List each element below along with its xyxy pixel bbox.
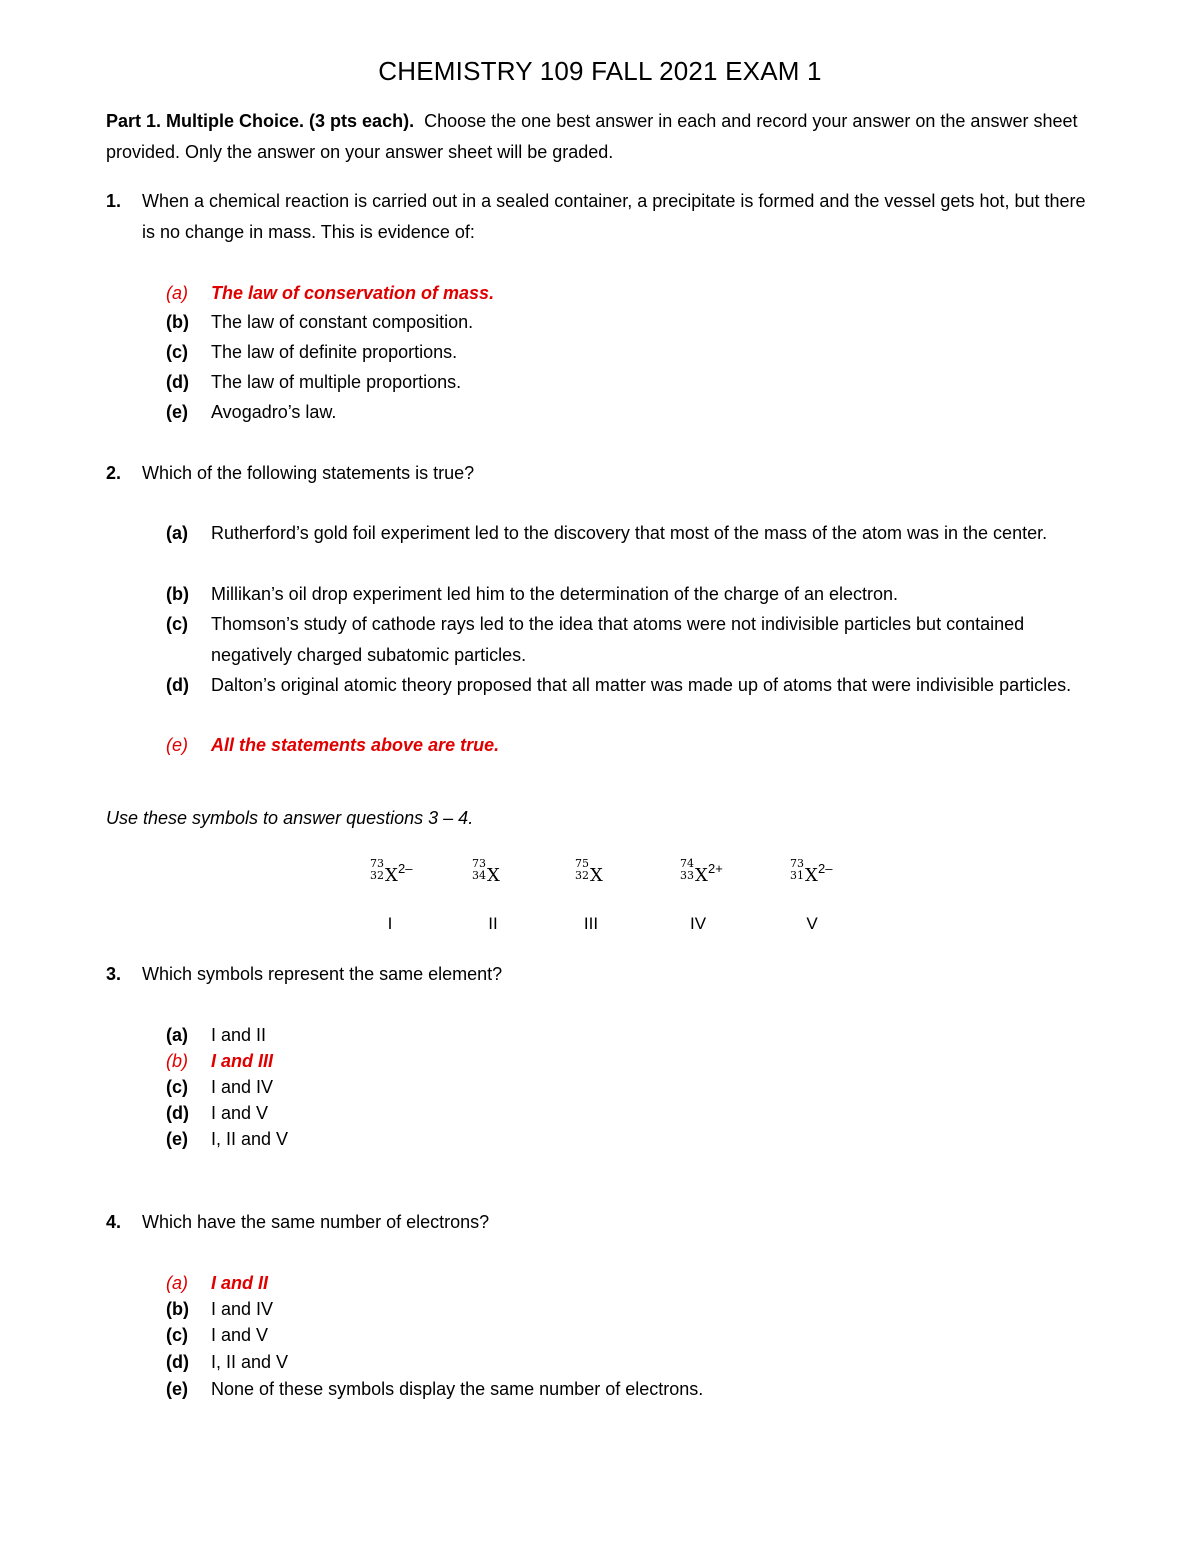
option-label: (b) xyxy=(166,1299,189,1319)
q1-option-a xyxy=(166,278,1096,309)
option-label: (d) xyxy=(166,675,189,695)
question-number: 3. xyxy=(106,964,122,984)
option-label: (a) xyxy=(166,1273,188,1293)
instructions xyxy=(106,106,1096,168)
option-text: The law of constant composition. xyxy=(211,312,474,332)
option-text: I, II and V xyxy=(211,1352,289,1372)
question-text: Which have the same number of electrons? xyxy=(142,1212,490,1232)
element-letter: X xyxy=(590,865,603,886)
option-label: (c) xyxy=(166,1325,188,1345)
part-label: Part 1. Multiple Choice. (3 pts each). xyxy=(106,111,415,131)
element-letter: X xyxy=(487,865,500,886)
q2-option-a xyxy=(166,518,1096,549)
roman-numeral-v: V xyxy=(806,914,818,933)
option-text: I and V xyxy=(211,1103,269,1123)
q2-option-b xyxy=(166,579,1096,610)
page-title: CHEMISTRY 109 FALL 2021 EXAM 1 xyxy=(378,56,822,86)
atomic-number: 31 xyxy=(790,869,804,882)
option-text: Rutherford’s gold foil experiment led to the discovery that most of the mass of the atom was in the center. xyxy=(211,523,1048,543)
nuclide-symbol-i xyxy=(366,858,446,894)
question-2 xyxy=(106,458,1096,489)
roman-numeral-i: I xyxy=(387,914,393,933)
question-3 xyxy=(106,959,1096,990)
option-text: The law of multiple proportions. xyxy=(211,372,462,392)
nuclide-symbol-v xyxy=(786,858,866,894)
ion-charge: 2– xyxy=(398,861,413,876)
q2-option-c xyxy=(166,609,1096,671)
roman-numeral-iii: III xyxy=(583,914,599,933)
option-text: I and IV xyxy=(211,1077,274,1097)
atomic-number: 33 xyxy=(680,869,694,882)
q4-option-e xyxy=(166,1374,1096,1405)
element-letter: X xyxy=(385,865,398,886)
option-label: (c) xyxy=(166,614,188,634)
question-text: When a chemical reaction is carried out in a sealed container, a precipitate is formed and the vessel gets hot, but there is no change in mass. This is evidence of: xyxy=(142,191,1086,242)
option-label: (d) xyxy=(166,1103,189,1123)
option-text: Dalton’s original atomic theory proposed that all matter was made up of atoms that were indivisible particles. xyxy=(211,675,1072,695)
option-label: (a) xyxy=(166,523,188,543)
option-label: (e) xyxy=(166,1129,188,1149)
option-label: (d) xyxy=(166,1352,189,1372)
roman-numeral-ii: II xyxy=(488,914,498,933)
option-text: The law of conservation of mass. xyxy=(211,283,495,303)
option-label: (c) xyxy=(166,342,188,362)
option-text: Thomson’s study of cathode rays led to the idea that atoms were not indivisible particles but contained negatively charged subatomic particles. xyxy=(211,614,1025,665)
question-4 xyxy=(106,1207,1096,1238)
nuclide-symbol-ii xyxy=(468,858,548,894)
mass-number: 73 xyxy=(370,857,384,870)
atomic-number: 32 xyxy=(370,869,384,882)
atomic-number: 32 xyxy=(575,869,589,882)
q2-option-e xyxy=(166,730,1096,761)
question-text: Which of the following statements is true? xyxy=(142,463,475,483)
option-label: (d) xyxy=(166,372,189,392)
mass-number: 75 xyxy=(575,857,589,870)
option-label: (b) xyxy=(166,584,189,604)
question-number: 4. xyxy=(106,1212,122,1232)
option-label: (e) xyxy=(166,1379,188,1399)
q1-option-e xyxy=(166,397,1096,428)
q1-option-b xyxy=(166,307,1096,338)
option-text: I and II xyxy=(211,1273,269,1293)
option-text: All the statements above are true. xyxy=(211,735,500,755)
option-label: (e) xyxy=(166,735,188,755)
option-label: (b) xyxy=(166,1051,188,1071)
question-1 xyxy=(106,186,1096,248)
question-number: 2. xyxy=(106,463,122,483)
option-label: (c) xyxy=(166,1077,188,1097)
mass-number: 73 xyxy=(790,857,804,870)
mass-number: 73 xyxy=(472,857,486,870)
option-text: I and II xyxy=(211,1025,267,1045)
question-number: 1. xyxy=(106,191,122,211)
option-label: (a) xyxy=(166,1025,188,1045)
atomic-number: 34 xyxy=(472,869,486,882)
instructions-text: Choose the one best answer in each and record your answer on the answer sheet provided. Only the answer on your answer sheet will be graded. xyxy=(106,111,1078,162)
option-text: Avogadro’s law. xyxy=(211,402,337,422)
ion-charge: 2– xyxy=(818,861,833,876)
option-text: The law of definite proportions. xyxy=(211,342,458,362)
option-text: I, II and V xyxy=(211,1129,289,1149)
nuclide-symbol-iii xyxy=(571,858,651,894)
ion-charge: 2+ xyxy=(708,861,723,876)
option-text: I and IV xyxy=(211,1299,274,1319)
nuclide-symbol-iv xyxy=(676,858,756,894)
option-label: (a) xyxy=(166,283,188,303)
question-text: Which symbols represent the same element? xyxy=(142,964,503,984)
q1-option-c xyxy=(166,337,1096,368)
option-label: (e) xyxy=(166,402,188,422)
option-label: (b) xyxy=(166,312,189,332)
q2-option-d xyxy=(166,670,1096,701)
symbols-note: Use these symbols to answer questions 3 – 4. xyxy=(106,808,474,828)
q3-option-e xyxy=(166,1124,1096,1155)
option-text: I and V xyxy=(211,1325,269,1345)
element-letter: X xyxy=(695,865,708,886)
roman-numeral-iv: IV xyxy=(689,914,707,933)
mass-number: 74 xyxy=(680,857,694,870)
option-text: None of these symbols display the same number of electrons. xyxy=(211,1379,704,1399)
q1-option-d xyxy=(166,367,1096,398)
option-text: Millikan’s oil drop experiment led him to the determination of the charge of an electron. xyxy=(211,584,899,604)
option-text: I and III xyxy=(211,1051,274,1071)
element-letter: X xyxy=(805,865,818,886)
